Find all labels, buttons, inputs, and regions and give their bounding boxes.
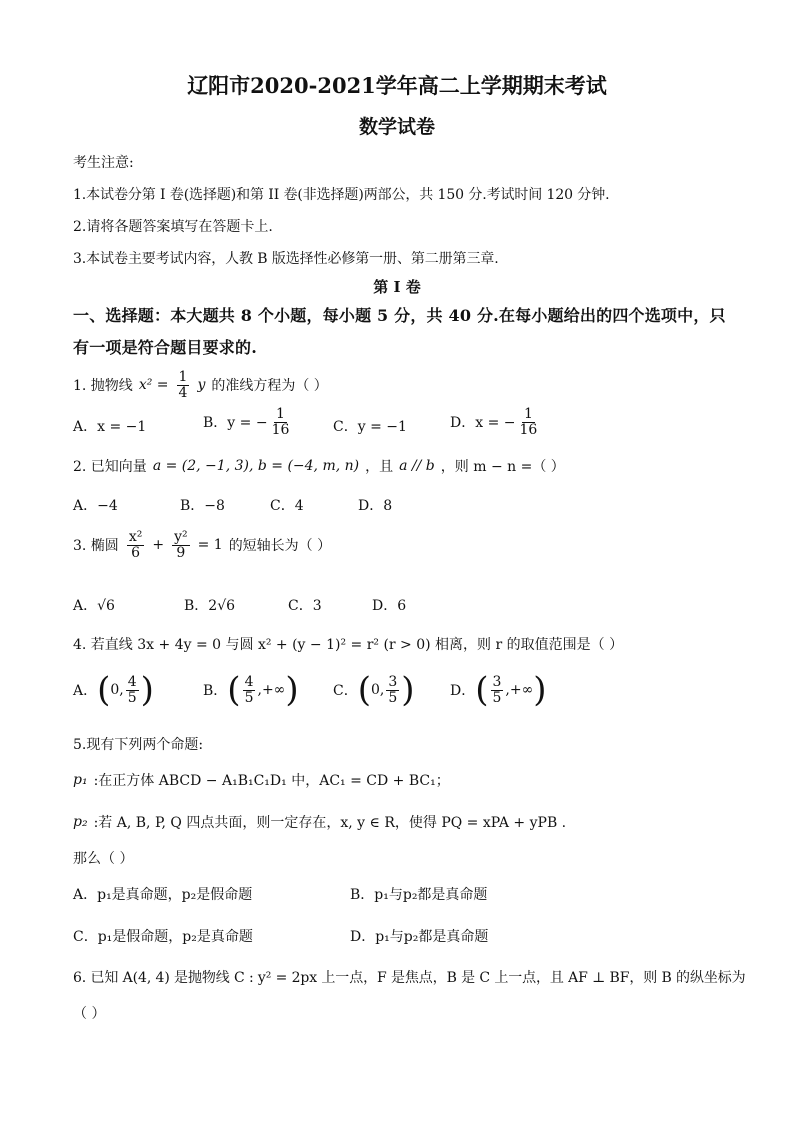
question-5-intro: 5.现有下列两个命题: <box>73 737 204 753</box>
q3-option-b: B．2√6 <box>184 598 236 614</box>
q1-prefix: 1. 抛物线 <box>73 378 133 395</box>
q1-option-c: C．y = −1 <box>333 419 407 435</box>
q1-option-d: D．x = − $\frac{1}{16}$ <box>450 406 538 438</box>
q4-option-d: D． ( $\frac{3}{5}$ , +∞ ) <box>450 670 547 710</box>
q1-option-b: B．y = − $\frac{1}{16}$ <box>203 406 290 438</box>
q3-option-c: C．3 <box>288 598 322 614</box>
q4-option-c: C． ( 0, $\frac{3}{5}$ ) <box>333 670 415 710</box>
q5-option-c: C．p₁是假命题，p₂是真命题 <box>73 929 253 945</box>
q1-equation-fraction: $\frac{1}{4}$ <box>178 369 188 401</box>
question-2: 2. 已知向量 a = (2, −1, 3), b = (−4, m, n) ，且 a // b ，则 m − n =（ ） <box>73 458 565 475</box>
question-6: 6. 已知 A(4, 4) 是抛物线 C : y² = 2px 上一点，F 是焦点，B 是 C 上一点，且 AF ⊥ BF，则 B 的纵坐标为 <box>73 970 746 986</box>
notice-heading: 考生注意: <box>73 155 134 171</box>
q3-option-a: A．√6 <box>73 598 115 614</box>
q4-option-b: B． ( $\frac{4}{5}$ , +∞ ) <box>203 670 299 710</box>
question-6-blank: （ ） <box>73 1006 106 1022</box>
q5-option-a: A．p₁是真命题，p₂是假命题 <box>73 887 253 903</box>
question-4: 4. 若直线 3x + 4y = 0 与圆 x² + (y − 1)² = r² (r > 0) 相离，则 r 的取值范围是（ ） <box>73 637 624 653</box>
q1-suffix: 的准线方程为（ ） <box>211 378 328 395</box>
q5-then: 那么（ ） <box>73 851 134 867</box>
part-title: 第 I 卷 <box>373 278 421 296</box>
q5-proposition-1: p₁ :在正方体 ABCD − A₁B₁C₁D₁ 中，AC₁ = CD + BC₁； <box>73 772 450 789</box>
q1-equation-right: y <box>197 377 206 394</box>
q2-option-d: D．8 <box>358 498 393 514</box>
exam-subtitle: 数学试卷 <box>358 116 435 138</box>
q2-relation: a // b <box>399 458 435 474</box>
question-1 <box>73 370 328 400</box>
q5-proposition-2: p₂ :若 A, B, P, Q 四点共面，则一定存在，x, y ∈ R，使得 PQ = xPA + yPB . <box>73 814 567 831</box>
q3-fraction-x: $\frac{\text{x²}}{6}$ <box>128 529 143 561</box>
q4-option-a: A． ( 0, $\frac{4}{5}$ ) <box>73 670 154 710</box>
q2-option-b: B．−8 <box>180 498 225 514</box>
q2-option-a: A．−4 <box>73 498 118 514</box>
q5-option-b: B．p₁与p₂都是真命题 <box>350 887 488 903</box>
notice-item-3: 3.本试卷主要考试内容，人教 B 版选择性必修第一册、第二册第三章. <box>73 251 499 267</box>
exam-title: 辽阳市2020-2021学年高二上学期期末考试 <box>187 73 607 98</box>
q3-fraction-y: $\frac{\text{y²}}{9}$ <box>174 529 188 561</box>
q1-equation-left: x² = <box>138 377 169 394</box>
q1-option-a: A．x = −1 <box>73 419 147 435</box>
q2-vectors: a = (2, −1, 3), b = (−4, m, n) <box>152 458 360 474</box>
notice-item-2: 2.请将各题答案填写在答题卡上. <box>73 219 273 235</box>
q5-option-d: D．p₁与p₂都是真命题 <box>350 929 489 945</box>
q2-option-c: C．4 <box>270 498 304 514</box>
notice-item-1: 1.本试卷分第 I 卷(选择题)和第 II 卷(非选择题)两部公，共 150 分.考试时间 120 分钟. <box>73 187 610 203</box>
question-3: 3. 椭圆 $\frac{\text{x²}}{6}$ + $\frac{\text{y²}}{9}$ = 1 的短轴长为（ ） <box>73 529 332 561</box>
q3-option-d: D．6 <box>372 598 407 614</box>
section-heading: 一、选择题：本大题共 8 个小题，每小题 5 分，共 40 分.在每小题给出的四个选项中，只有一项是符合题目要求的. <box>73 306 726 357</box>
